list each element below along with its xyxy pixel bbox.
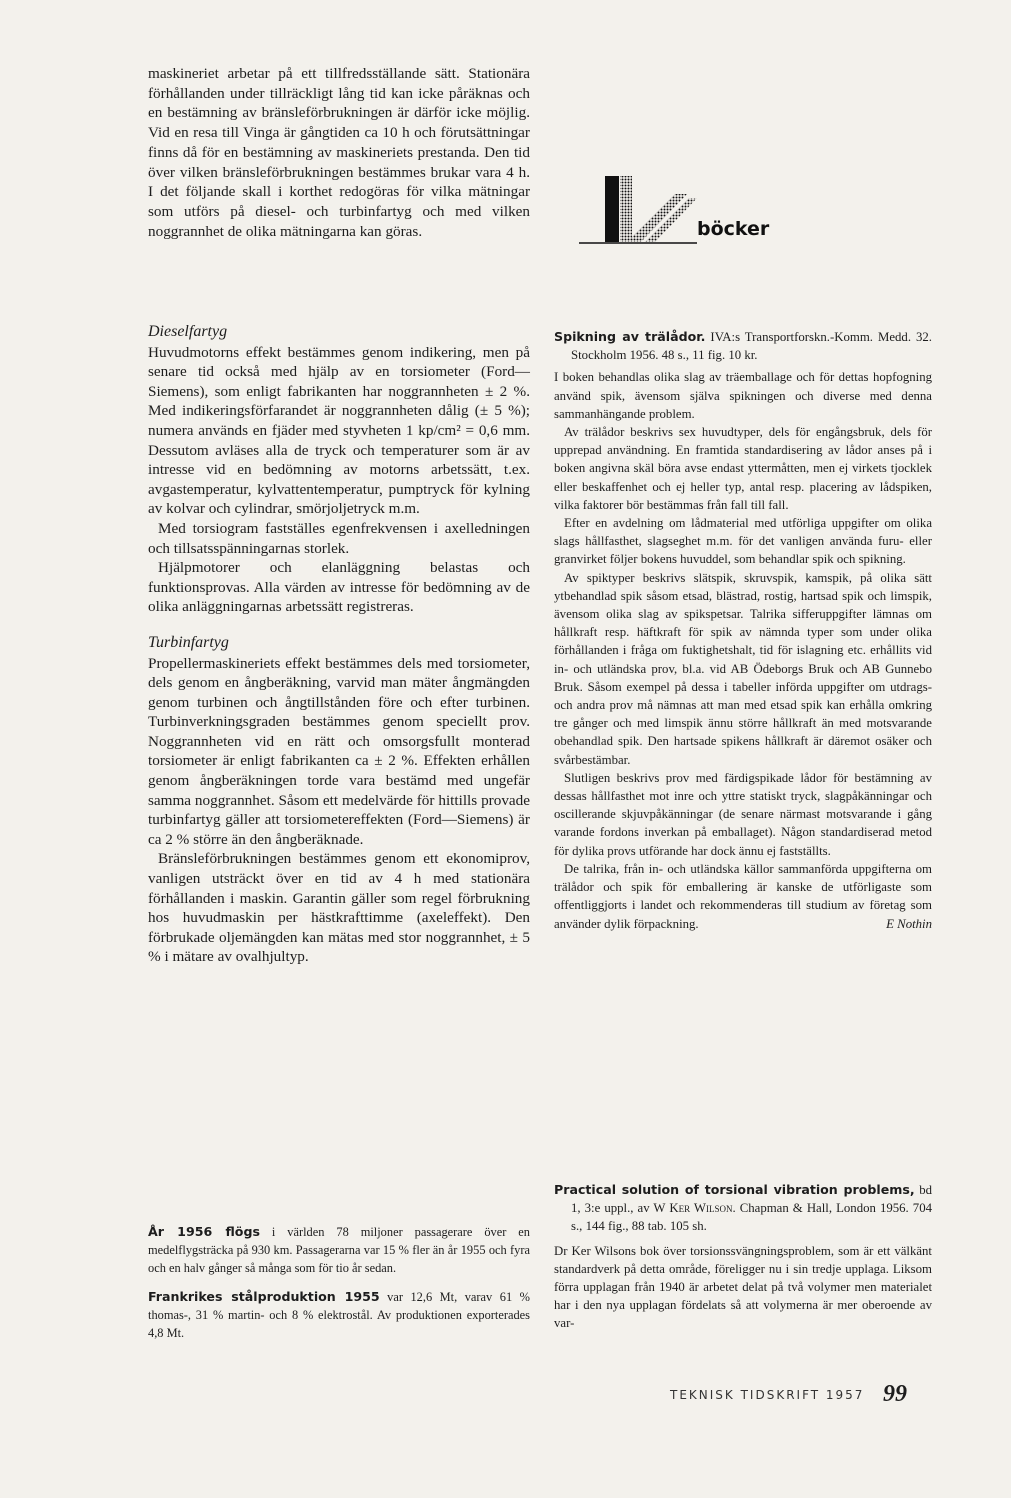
review-paragraph: Efter en avdelning om lådmaterial med utförliga uppgifter om olika slags hållfasthet, slagseghet m.m. för det vanligen använda furu- eller granvirket följer bokens huvuddel, som behandlar spik och spikning. — [554, 516, 932, 567]
turbin-paragraph: Bränsleförbrukningen bestämmes genom ett ekonomiprov, vanligen utsträckt över en tid av 4 h med stationära förhållanden i maskin. Garantin gäller som regel förbrukning hos huvudmaskin per hästkrafttimme (axeleffekt). Den förbrukade oljemängden kan mätas med stor noggrannhet, ± 5 % i mätare av ovalhjultyp. — [148, 850, 530, 966]
review-citation: IVA:s Transportforskn.-Komm. Medd. 32. Stockholm 1956. 48 s., 11 fig. 10 kr. — [571, 330, 932, 363]
diesel-heading: Dieselfartyg — [148, 323, 228, 340]
review-title: Practical solution of torsional vibration problems, — [554, 1182, 915, 1197]
review-heading — [554, 1181, 932, 1236]
intro-block — [148, 64, 530, 241]
review-spikning — [554, 328, 932, 933]
review-torsional — [554, 1181, 932, 1333]
diesel-paragraph: Med torsiogram fastställes egenfrekvensen i axelledningen och tillsatsspänningarnas storlek. — [148, 519, 530, 557]
review-heading — [554, 328, 932, 364]
news-notices — [148, 1223, 530, 1342]
diesel-paragraph: Huvudmotorns effekt bestämmes genom indikering, men på senare tid också med hjälp av en torsiometer (Ford—Siemens), som enligt fabrikanten har noggrannheten ± 2 %. Med indikeringsförfarandet är noggrannheten dålig (± 5 %); numera används en fjäder med styvheten 1 kp/cm² = 0,6 mm. Dessutom avläses alla de tryck och temperaturer som är av intresse vid en bedömning av motorns arbetssätt, t.ex. avgastemperatur, kylvattentemperatur, pumptryck för kylning av kolvar och cylindrar, smörjoljetryck m.m. — [148, 343, 530, 518]
books-section-label: böcker — [697, 218, 770, 240]
review-title: Spikning av trälådor. — [554, 329, 706, 344]
notice-text: var 12,6 Mt, varav 61 % thomas-, 31 % martin- och 8 % elektrostål. Av produktionen exporterades 4,8 Mt. — [148, 1289, 530, 1341]
logo-bar-dotted — [620, 176, 632, 242]
intro-paragraph: maskineriet arbetar på ett tillfredsställande sätt. Stationära förhållanden under tillräckligt lång tid kan icke påräknas och en bestämning av bränsleförbrukningen är därför icke möjlig. Vid en resa till Vinga är gångtiden ca 10 h och förutsättningar finns då för en bestämning av maskineriets prestanda. Den tid över vilken bränsleförbrukningen bestämmes brukar vara 4 h. I det följande skall i korthet redogöras för vilka mätningar som utförs på diesel- och turbinfartyg och med vilken noggrannhet de olika mätningarna kan göras. — [148, 65, 530, 240]
review-last-text: De talrika, från in- och utländska källor sammanförda uppgifterna om trälådor och spik för emballering är kanske de utförligaste som offentliggjorts i landet och rekommenderas till studium av företag som använder dylik förpackning. — [554, 861, 932, 931]
diesel-paragraph: Hjälpmotorer och elanläggning belastas och funktionsprovas. Alla värden av intresse för bedömning av de olika anläggningarnas arbetssätt registreras. — [148, 559, 530, 616]
review-signature: E Nothin — [886, 916, 932, 931]
turbin-paragraph: Propellermaskineriets effekt bestämmes dels med torsiometer, dels genom en ångberäkning, varvid man mäter ångmängden genom turbinen och ångtillstånden före och efter turbinen. Turbinverkningsgraden bestämmes genom speciellt prov. Noggrannheten vid en rätt och omsorgsfullt monterad torsiometer är enligt fabrikanten ca ± 2 %. Effekten erhållen genom ångberäkningen torde vara bestämd med ungefär samma noggrannhet. Såsom ett medelvärde för hittills provade turbinfartyg gäller att torsiometereffekten (Ford—Siemens) är ca 2 % större än den ångberäknade. — [148, 654, 530, 848]
journal-footer: TEKNISK TIDSKRIFT 1957 — [670, 1388, 865, 1402]
notice-flights — [148, 1223, 530, 1278]
notice-text: i världen 78 miljoner passagerare över en medelflygsträcka på 930 km. Passagerarna var 15 % fler än år 1955 och fyra och en halv gånger så många som för tio år sedan. — [148, 1225, 530, 1276]
page-number: 99 — [883, 1381, 907, 1407]
review-citation: . Chapman & Hall, London 1956. 704 s., 144 fig., 88 tab. 105 sh. — [571, 1201, 932, 1234]
review-paragraph: Slutligen beskrivs prov med färdigspikade lådor för bestämning av dessas hållfasthet mot inre och yttre statiskt tryck, slagpåkänningar och oscillerande skjuvpåkänningar (de senare närmast motsvarande i gång varande fordons inverkan på emballaget). Någon standardiserad metod för dylika provs utförande har dock ännu ej fastställts. — [554, 770, 932, 858]
notice-lead: Frankrikes stålproduktion 1955 — [148, 1288, 380, 1304]
notice-steel — [148, 1288, 530, 1343]
logo-bar-solid — [605, 176, 619, 242]
review-paragraph: Av trälådor beskrivs sex huvudtyper, dels för engångsbruk, dels för upprepad användning. En framtida standardisering av lådor anses på i boken angivna skäl böra avse endast yttermåtten, men ej virkets tjocklek eller beskaffenhet och ej heller typ, antal resp. placering av lådspiken, vilka faktorer bör bestämmas från fall till fall. — [554, 425, 932, 512]
turbin-heading: Turbinfartyg — [148, 633, 229, 651]
review-paragraph: I boken behandlas olika slag av träemballage och för dettas hopfogning använd spik, ävensom själva spikningen och diverse med denna sammanhängande problem. — [554, 370, 932, 421]
notice-lead: År 1956 flögs — [148, 1224, 260, 1239]
review-paragraph — [554, 860, 932, 933]
review-paragraph: Dr Ker Wilsons bok över torsionssvängningsproblem, som är ett välkänt standardverk på detta område, föreligger nu i sin tredje upplaga. Liksom förra upplagan från 1940 är arbetet delat på två volymer men materialet har i den nya upplagan fördelats så att volymerna är mer oberoende av var- — [554, 1243, 932, 1331]
review-author: Ker Wilson — [669, 1201, 733, 1216]
review-paragraph: Av spiktyper beskrivs slätspik, skruvspik, kamspik, på olika sätt ytbehandlad spik såsom etsad, blästrad, rostig, hartsad spik och limspik, ävensom olika slag av spikspetsar. Talrika sifferuppgifter lämnas om hållkraft resp. häftkraft för spik av nämnda typer som under olika förhållanden i fråga om fuktighetshalt, tid för islagning etc. erhållits vid in- och utländska prov, bl.a. vid AB Ödeborgs Bruk och AB Gunnebo Bruk. Såsom exempel på dessa i tabeller införda uppgifter om utdrags- och andra prov må nämnas att man med etsad spik kan erhålla omkring tre gånger och med limspik ännu större hållkraft än med motsvarande obehandlad spik. Den hartsade spikens hållkraft är däremot osäker och svårbestämbar. — [554, 570, 932, 767]
ship-sections — [148, 322, 530, 967]
review-citation: bd 1, 3:e uppl., av W — [571, 1183, 932, 1216]
